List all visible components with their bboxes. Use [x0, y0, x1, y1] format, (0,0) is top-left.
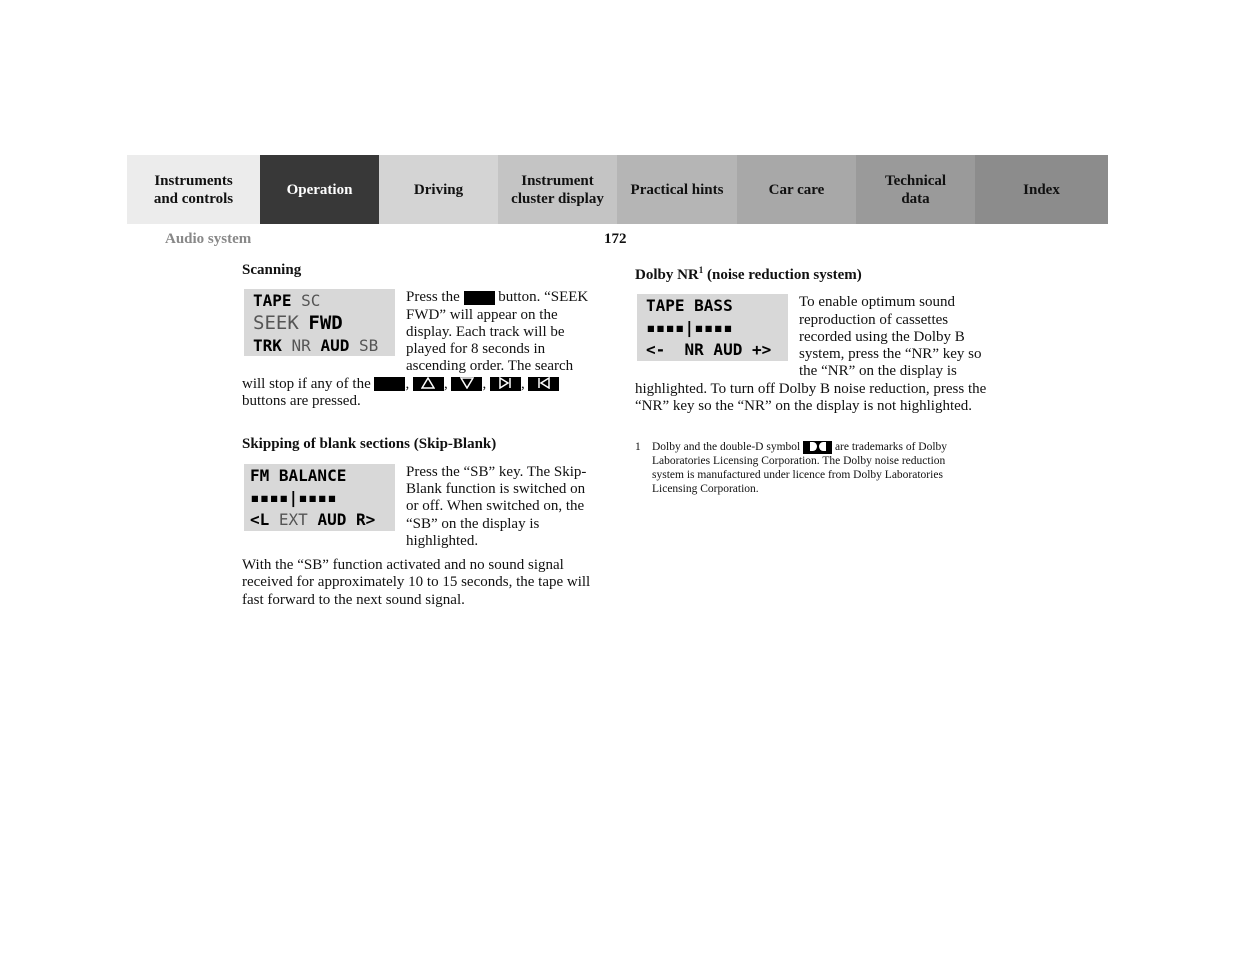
dolby-lcd-display: [637, 294, 788, 361]
lcd-text: AUD: [320, 336, 350, 356]
scanning-lcd-display: [244, 289, 395, 356]
lcd-text: TAPE BASS: [646, 296, 733, 316]
triangle-down-icon: [451, 377, 482, 391]
skip-lcd-display: [244, 464, 395, 531]
section-title: Audio system: [165, 231, 252, 247]
tab-index[interactable]: Index: [975, 155, 1108, 224]
text: Dolby and the double-D symbol: [652, 441, 801, 453]
left-column: [242, 262, 598, 609]
lcd-text: FWD: [308, 312, 343, 335]
dolby-heading: [635, 262, 991, 284]
lcd-text: TAPE: [253, 291, 292, 311]
chapter-tabs: [127, 155, 1108, 224]
tab-driving[interactable]: Driving: [379, 155, 498, 224]
lcd-text: SB: [359, 336, 379, 356]
tab-technical-data[interactable]: Technical data: [856, 155, 975, 224]
triangle-up-icon: [413, 377, 444, 391]
dolby-paragraph: To enable optimum sound reproduction of cassettes recorded using the Dolby B system, press the “NR” key so the “NR” on the display is highlighted. To turn off Dolby B noise reduction, press the “NR” key so the “NR” on the display is not highlighted.: [635, 294, 987, 415]
skip-heading: Skipping of blank sections (Skip-Blank): [242, 436, 497, 453]
text: Dolby NR: [635, 267, 699, 283]
skip-paragraph: Press the “SB” key. The Skip-Blank function is switched on or off. When switched on, the “SB” on the display is highlighted.: [406, 463, 587, 549]
footnote-number: 1: [635, 441, 641, 453]
lcd-text: ▪▪▪▪|▪▪▪▪: [646, 318, 733, 338]
text: (noise reduction system): [703, 267, 862, 283]
right-column: [635, 262, 991, 415]
tab-operation[interactable]: Operation: [260, 155, 379, 224]
footnote-ref: 1: [698, 265, 704, 275]
blank-button: [374, 377, 405, 391]
text: Press the: [406, 289, 460, 306]
lcd-text: EXT: [278, 509, 308, 529]
tab-instrument-cluster-display[interactable]: Instrument cluster display: [498, 155, 617, 224]
skip-paragraph-2: With the “SB” function activated and no sound signal received for approximately 10 to 15 seconds, the tape will fast forward to the next sound signal.: [242, 557, 591, 608]
lcd-text: FM BALANCE: [250, 465, 347, 485]
text: are trademarks of Dolby Laboratories Licensing Corporation. The Dolby noise reduction system is manufactured under licence from Dolby Laboratories Licensing Corporation.: [652, 441, 948, 495]
tab-instruments-and-controls[interactable]: Instruments and controls: [127, 155, 260, 224]
footnote: [635, 440, 980, 496]
text: buttons are pressed.: [242, 393, 361, 410]
lcd-text: <- NR AUD +>: [646, 340, 772, 360]
skip-back-icon: [528, 377, 559, 391]
lcd-text: ▪▪▪▪|▪▪▪▪: [250, 487, 337, 507]
tab-car-care[interactable]: Car care: [737, 155, 856, 224]
lcd-text: TRK: [253, 336, 282, 356]
scanning-heading: Scanning: [242, 262, 302, 278]
lcd-text: <L: [250, 509, 270, 529]
scanning-paragraph: Press the button. “SEEK FWD” will appear on the display. Each track will be played for 8 seconds in ascending order. The search will stop if any of the , , , , buttons are pressed.: [242, 289, 589, 410]
lcd-text: SEEK: [253, 312, 299, 335]
tab-practical-hints[interactable]: Practical hints: [617, 155, 737, 224]
lcd-text: NR: [291, 336, 311, 356]
text: button. “SEEK FWD” will appear on the display. Each track will be played for 8 seconds in ascending order. The search will stop if any of the: [242, 289, 589, 392]
scan-button: [464, 291, 495, 305]
footnote-text: [652, 440, 980, 496]
dolby-double-d-icon: [803, 441, 832, 454]
lcd-text: SC: [301, 291, 321, 311]
lcd-text: AUD R>: [317, 509, 376, 529]
page-number: 172: [604, 231, 627, 247]
skip-forward-icon: [490, 377, 521, 391]
